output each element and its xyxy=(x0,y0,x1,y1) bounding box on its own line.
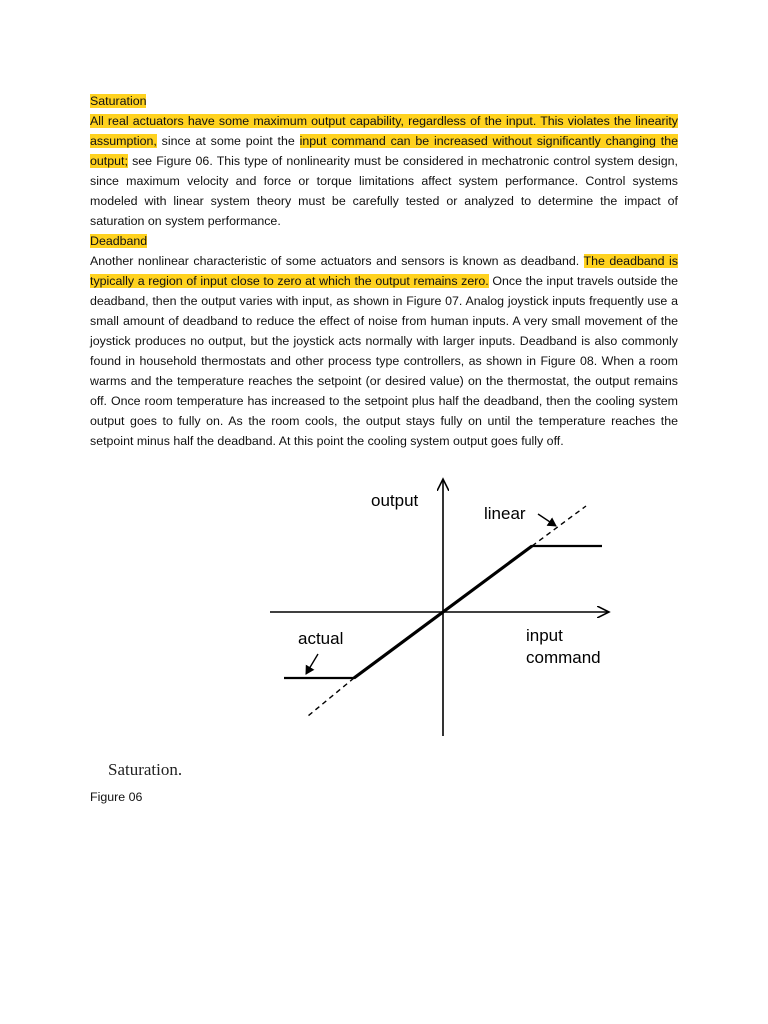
figure-caption: Saturation. xyxy=(108,760,183,779)
input-label-line2: command xyxy=(526,648,601,667)
linear-extension-upper xyxy=(532,506,586,546)
highlight-input-command: input command can be increased without significantly changing the output; xyxy=(90,134,679,168)
linear-pointer-arrow xyxy=(538,514,556,526)
actual-pointer-arrow xyxy=(306,654,318,674)
output-label: output xyxy=(371,491,419,510)
deadband-heading: Deadband xyxy=(90,234,148,248)
figure-number: Figure 06 xyxy=(90,790,143,804)
linear-label: linear xyxy=(484,504,526,523)
actual-label: actual xyxy=(298,629,344,648)
body-text xyxy=(90,91,678,451)
highlight-linearity: All real actuators have some maximum output capability, regardless of the input. This violates the linearity assumption, xyxy=(90,114,678,148)
input-label-line1: input xyxy=(526,626,563,645)
saturation-paragraph: All real actuators have some maximum output capability, regardless of the input. This violates the linearity assumption, since at some point the input command can be increased without significantly changing the output; see Figure 06. This type of nonlinearity must be considered in mechatronic control system design, since maximum velocity and force or torque limitations affect system performance. Control systems modeled with linear system theory must be carefully tested or analyzed to determine the impact of saturation on system performance. xyxy=(90,114,679,228)
saturation-heading: Saturation xyxy=(90,94,147,108)
saturation-diagram xyxy=(268,474,618,742)
linear-extension-lower xyxy=(308,678,354,716)
deadband-paragraph: Another nonlinear characteristic of some actuators and sensors is known as deadband. The deadband is typically a region of input close to zero at which the output remains zero. Once the input travels outside the deadband, then the output varies with input, as shown in Figure 07. Analog joystick inputs frequently use a small amount of deadband to reduce the effect of noise from human inputs. A very small movement of the joystick produces no output, but the joystick acts normally with larger inputs. Deadband is also commonly found in household thermostats and other process type controllers, as shown in Figure 08. When a room warms and the temperature reaches the setpoint (or desired value) on the thermostat, the output remains off. Once room temperature has increased to the setpoint plus half the deadband, then the cooling system output goes to fully on. As the room cools, the output stays fully on until the temperature reaches the setpoint minus half the deadband. At this point the cooling system output goes fully off. xyxy=(90,254,678,448)
highlight-deadband-definition: The deadband is typically a region of input close to zero at which the output remains zero. xyxy=(90,254,678,288)
